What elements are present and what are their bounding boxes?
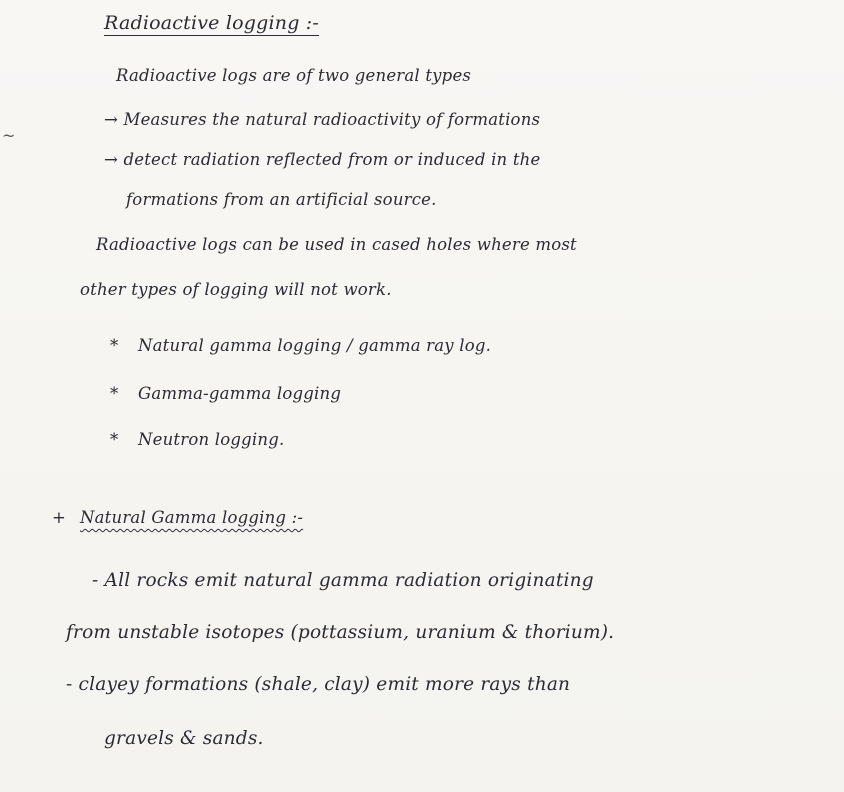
notes-title-text: Radioactive logging :-: [104, 12, 320, 34]
section-point-1: [92, 570, 594, 591]
asterisk-bullet-icon: *: [110, 430, 119, 449]
section-point-2-text: clayey formations (shale, clay) emit more rays than: [78, 674, 571, 695]
method-item-2: [110, 384, 341, 403]
method-item-1: [110, 336, 491, 355]
cased-line-1: Radioactive logs can be used in cased holes where most: [96, 235, 577, 254]
method-item-3-text: Neutron logging.: [138, 430, 285, 449]
method-item-3: [110, 430, 284, 449]
method-item-2-text: Gamma-gamma logging: [138, 384, 342, 403]
type-item-2: [104, 150, 540, 169]
asterisk-bullet-icon: *: [110, 384, 119, 403]
section-point-1-text: All rocks emit natural gamma radiation originating: [104, 570, 594, 591]
section-point-1-continued: from unstable isotopes (pottassium, uranium & thorium).: [66, 622, 615, 643]
section-heading-text: Natural Gamma logging :-: [80, 508, 304, 527]
section-heading: [52, 508, 303, 527]
asterisk-bullet-icon: *: [110, 336, 119, 355]
margin-mark: ~: [2, 126, 16, 145]
notes-title: [104, 12, 319, 36]
type-item-2-continued: formations from an artificial source.: [126, 190, 437, 209]
section-point-2-continued: gravels & sands.: [104, 728, 264, 749]
method-item-1-text: Natural gamma logging / gamma ray log.: [138, 336, 492, 355]
type-item-1-text: Measures the natural radioactivity of formations: [123, 110, 541, 129]
plus-bullet-icon: +: [52, 508, 67, 527]
arrow-icon: →: [104, 150, 124, 169]
arrow-icon: →: [104, 110, 124, 129]
section-point-2: [66, 674, 570, 695]
type-item-1: [104, 110, 540, 129]
dash-icon: -: [92, 570, 105, 591]
type-item-2-text: detect radiation reflected from or induced in the: [123, 150, 541, 169]
dash-icon: -: [66, 674, 79, 695]
cased-line-2: other types of logging will not work.: [80, 280, 392, 299]
intro-line: Radioactive logs are of two general types: [116, 66, 472, 85]
